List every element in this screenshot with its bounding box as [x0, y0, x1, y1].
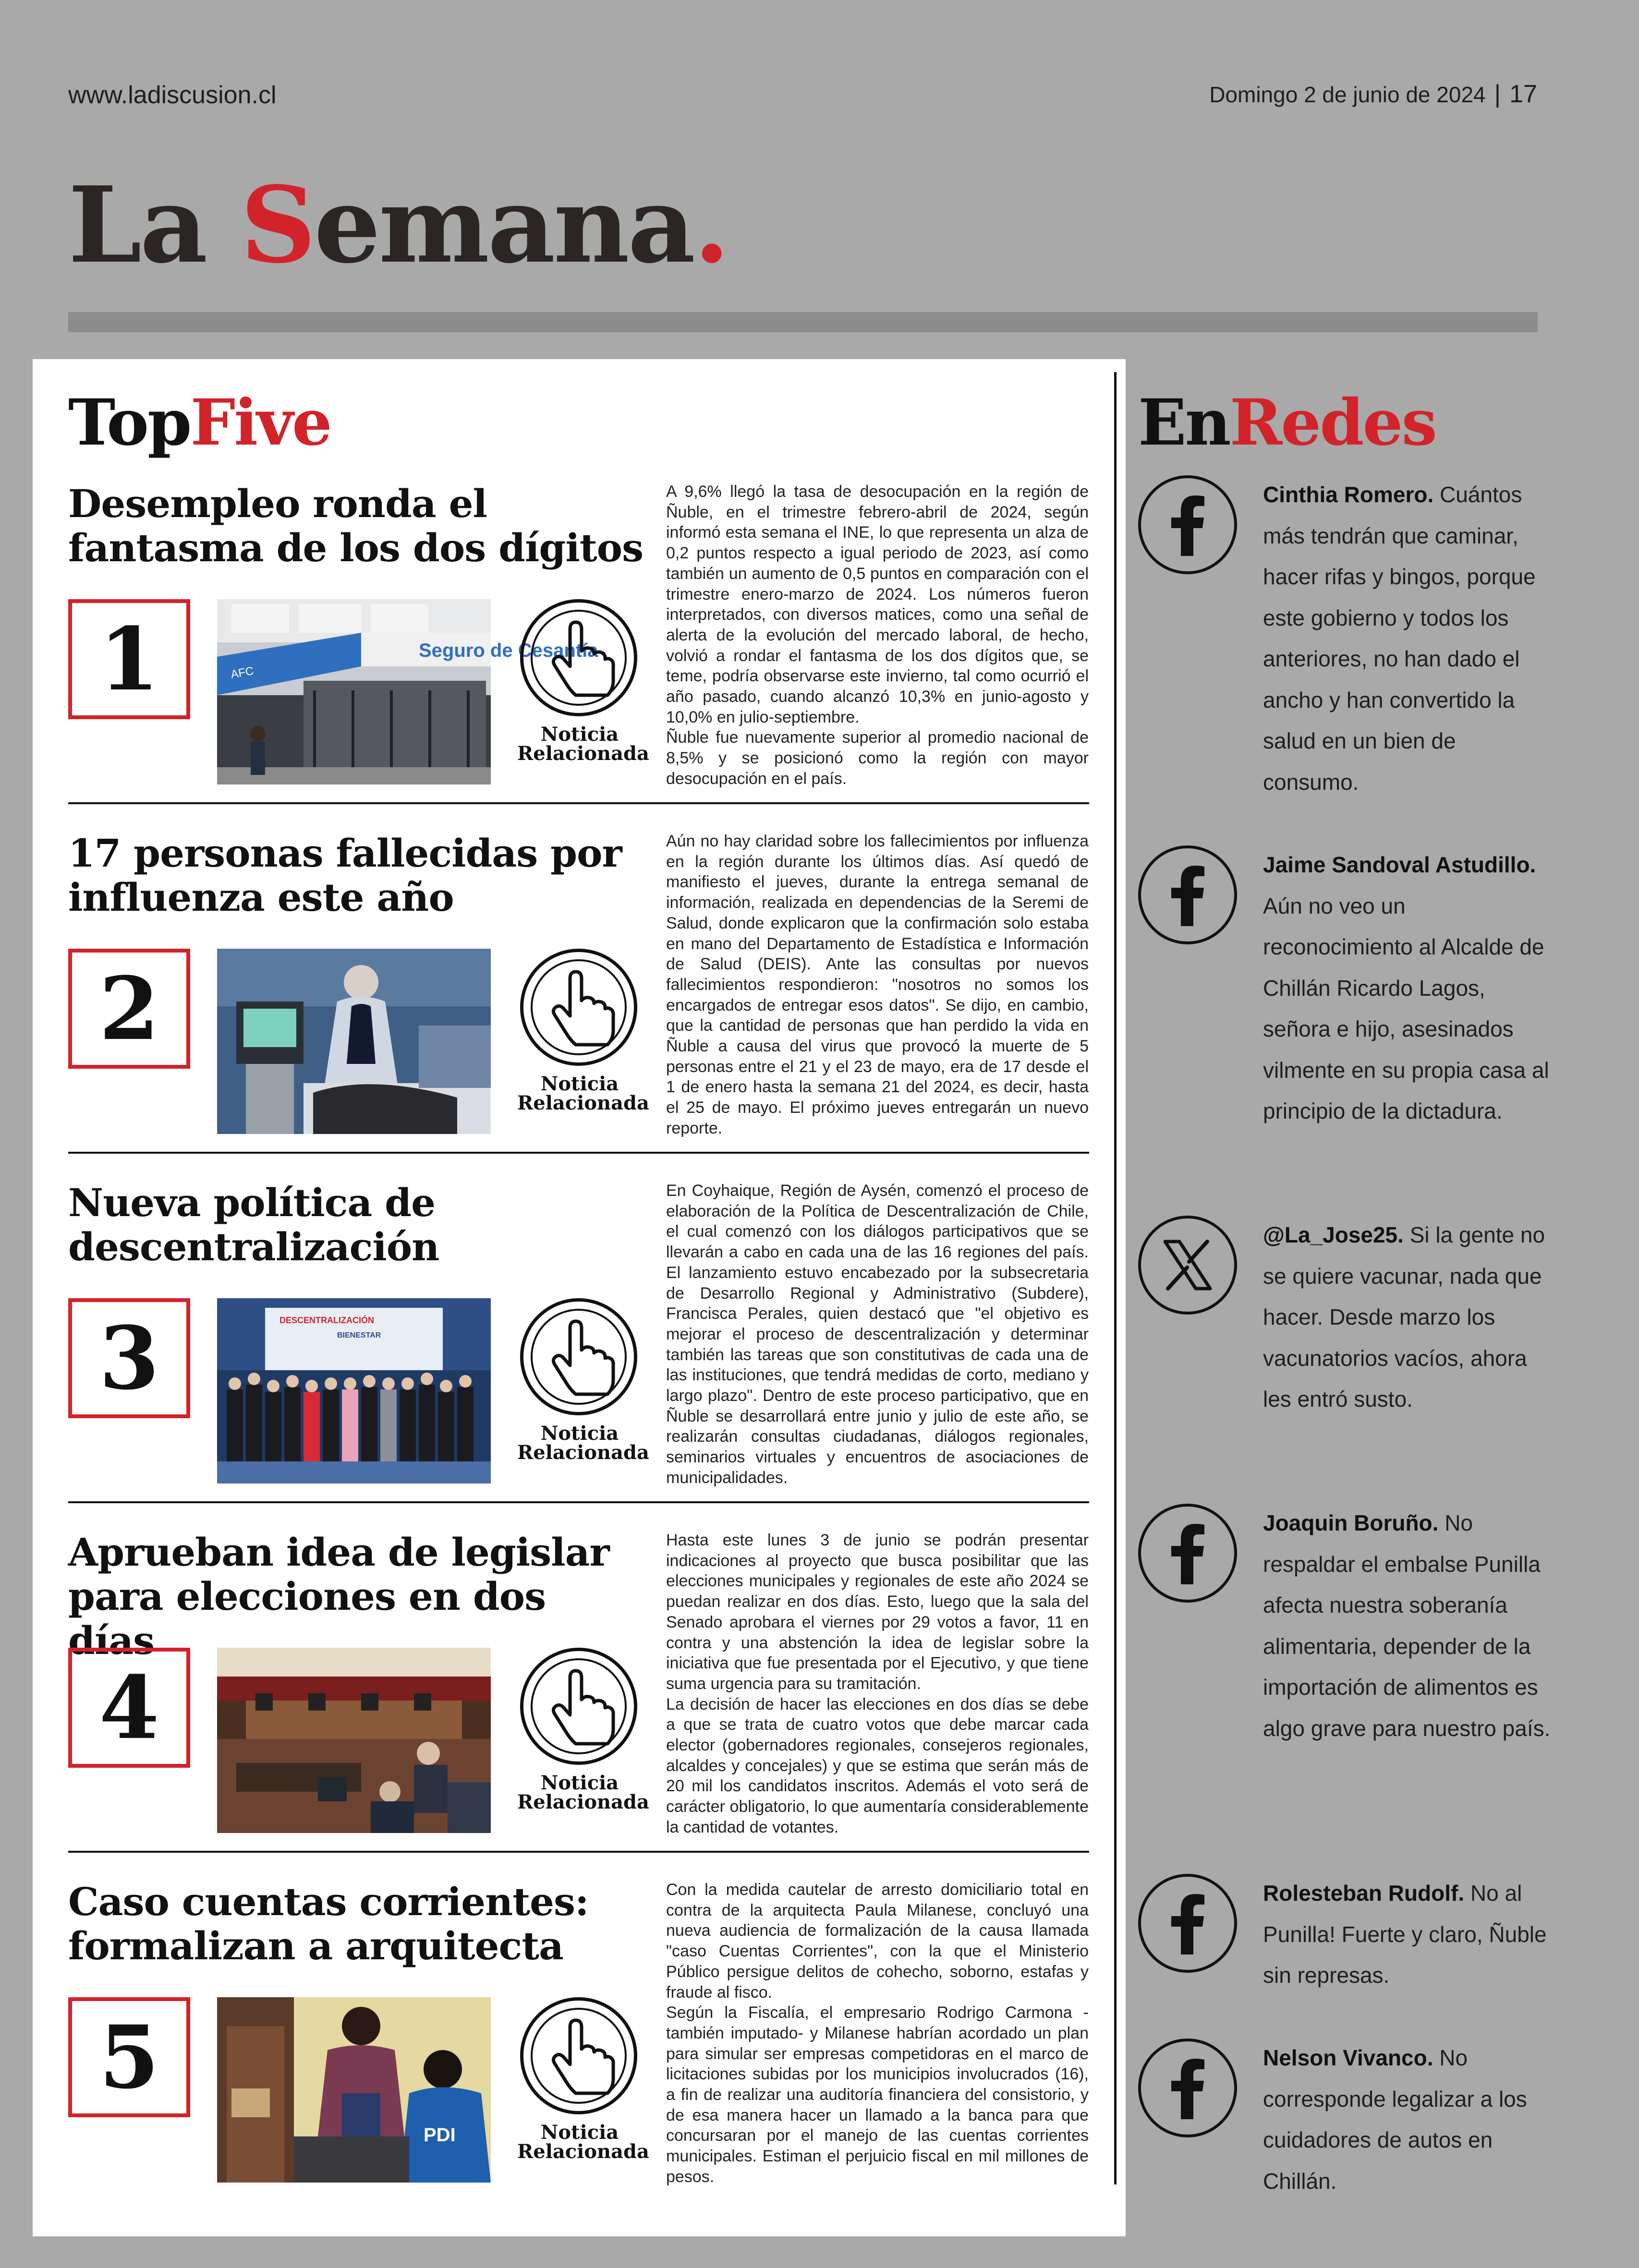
enredes-title-a: En [1138, 386, 1230, 460]
enredes-title-b: Redes [1229, 386, 1436, 460]
topfive-title [68, 386, 331, 460]
post-author: Joaquin Boruño. [1263, 1510, 1439, 1535]
section-masthead [68, 164, 728, 287]
facebook-icon[interactable] [1138, 845, 1237, 944]
rank-number: 3 [68, 1298, 190, 1418]
topfive-item-5 [68, 1880, 1089, 2229]
photo-sign-text: DESCENTRALIZACIÓN [279, 1315, 374, 1325]
item-body [666, 1181, 1089, 1488]
body-paragraph: En Coyhaique, Región de Aysén, comenzó el proceso de elaboración de la Política de Descentralización de Chile, el cual comenzó con los diálogos participativos que se llevarán a cabo en cada una de las 16 regiones del país. El lanzamiento estuvo encabezado por la subsecretaria de Desarrollo Regional y Administrativo (Subdere), Francisca Perales, quien destacó que "el objetivo es mejorar el proceso de descentralización y determinar también las tareas que son constitutivas de cada una de las instituciones, que tendrá medidas de corto, mediano y largo plazo". Dentro de este proceso participativo, que en Ñuble se desarrollará entre junio y julio de este año, se realizarán consultas ciudadanas, diálogos regionales, seminarios virtuales y encuentros de asociaciones de municipalidades. [666, 1182, 1089, 1487]
photo-logo-text: Seguro de Cesantía [419, 640, 598, 661]
topfive-item-1 [68, 482, 1089, 831]
post-author: Rolesteban Rudolf. [1263, 1881, 1465, 1906]
related-news-link[interactable] [517, 949, 649, 1141]
post-author: @La_Jose25. [1263, 1222, 1404, 1247]
body-paragraph: Ñuble fue nuevamente superior al promedio nacional de 8,5% y se posicionó como la región con mayor desocupación en el país. [666, 728, 1089, 788]
topfive-item-2 [68, 831, 1089, 1181]
news-photo[interactable] [217, 1997, 491, 2183]
facebook-icon[interactable] [1138, 475, 1237, 574]
post-message: Cuántos más tendrán que caminar, hacer rifas y bingos, porque este gobierno y todos los anteriores, no han dado el ancho y han convertido la salud en un bien de consumo. [1263, 482, 1536, 795]
masthead-divider [68, 312, 1538, 332]
related-label: Noticia Relacionada [517, 1422, 649, 1464]
body-paragraph: Con la medida cautelar de arresto domiciliario total en contra de la arquitecta Paula Milanese, concluyó una nueva audiencia de formalización de la causa llamada "caso Cuentas Corrientes", con la que el Ministerio Público persigue delitos de cohecho, soborno, estafas y fraude al fisco. [666, 1881, 1089, 2002]
item-headline[interactable]: Aprueban idea de legislar para elecciones en dos días [68, 1530, 609, 1663]
post-author: Nelson Vivanco. [1263, 2045, 1433, 2070]
item-headline[interactable]: Caso cuentas corrientes: formalizan a arquitecta [68, 1879, 589, 1968]
photo-sign-text: PDI [424, 2124, 456, 2146]
related-circle[interactable] [520, 1648, 637, 1765]
photo-sign-text: AFC [230, 664, 255, 681]
related-circle[interactable] [520, 1997, 637, 2114]
website-url[interactable]: www.ladiscusion.cl [68, 81, 277, 109]
topfive-title-b: Five [190, 386, 331, 460]
post-author: Jaime Sandoval Astudillo. [1263, 852, 1536, 877]
related-news-link[interactable] [517, 1648, 649, 1840]
post-text [1263, 1873, 1551, 1996]
photo-sign-subtext: BIENESTAR [337, 1331, 381, 1339]
enredes-title [1138, 386, 1436, 460]
facebook-icon[interactable] [1138, 2039, 1237, 2137]
facebook-icon[interactable] [1138, 1874, 1237, 1973]
rank-number: 4 [68, 1648, 190, 1768]
body-paragraph: Según la Fiscalía, el empresario Rodrigo Carmona -también imputado- y Milanese habrían acordado un plan para simular ser empresas competidoras en el marco de licitaciones subidas por los municipios involucrados (16), a fin de realizar una auditoría financiera del consistorio, y de esa manera hacer un llamado a la banca para que concursaran por el manejo de las cuentas corrientes municipales. Estiman el perjuicio fiscal en mil millones de pesos. [666, 2003, 1089, 2186]
item-divider [68, 1152, 1089, 1154]
post-text [1263, 2038, 1551, 2202]
body-paragraph: Aún no hay claridad sobre los fallecimientos por influenza en la región durante los últimos días. Así quedó de manifiesto el jueves, durante la entrega semanal de información, realizada en dependencias de la Seremi de Salud, donde explicaron que la confirmación solo estaba en mano del Departamento de Estadística e Información de Salud (DEIS). Ante las consultas por nuevos fallecimientos respondieron: "nosotros no somos los encargados de entregar esos datos". Se dijo, en cambio, que la cantidad de personas que han perdido la vida en Ñuble a causa del virus que provocó la muerte de 5 personas entre el 21 y el 23 de mayo, era de 17 desde el 1 de enero hasta la semana 21 del 2024, es decir, hasta el 25 de mayo. El próximo jueves entregarán un nuevo reporte. [666, 832, 1089, 1137]
pointing-hand-icon [545, 2017, 612, 2094]
related-news-link[interactable] [517, 599, 649, 791]
topfive-title-a: Top [68, 386, 191, 460]
related-label: Noticia Relacionada [517, 2121, 649, 2163]
x-icon[interactable] [1138, 1216, 1237, 1315]
issue-date: Domingo 2 de junio de 2024 [1209, 82, 1486, 107]
body-paragraph: A 9,6% llegó la tasa de desocupación en la región de Ñuble, en el trimestre febrero-abril de 2024, según informó esta semana el INE, lo que representa un alza de 0,2 puntos respecto a igual periodo de 2023, así como también un aumento de 0,5 puntos en comparación con el trimestre enero-marzo de 2024. Los números fueron interpretados, con diversos matices, como una señal de alerta de la evolución del mercado laboral, de hecho, volvió a rondar el fantasma de los dos dígitos que, se teme, podría observarse este invierno, tal como ocurrió el año pasado, cuando alcanzó 10,3% en junio-agosto y 10,0% en julio-septiembre. [666, 483, 1089, 726]
post-message: No al Punilla! Fuerte y claro, Ñuble sin represas. [1263, 1881, 1547, 1988]
post-text [1263, 474, 1551, 803]
pointing-hand-icon [545, 1318, 612, 1395]
post-text [1263, 1503, 1551, 1749]
body-paragraph: Hasta este lunes 3 de junio se podrán presentar indicaciones al proyecto que busca posibilitar que las elecciones municipales y regionales de este año 2024 se puedan realizar en dos días. Esto, luego que la sala del Senado aprobara el viernes por 29 votos a favor, 11 en contra y una abstención la idea de legislar sobre la iniciativa que fue presentada por el Ejecutivo, y que tiene suma urgencia para su tramitación. [666, 1531, 1089, 1693]
page-number: 17 [1509, 80, 1537, 108]
item-headline[interactable]: Nueva política de descentralización [68, 1180, 439, 1269]
post-message: No respaldar el embalse Punilla afecta nuestra soberanía alimentaria, depender de la importación de alimentos es algo grave para nuestro país. [1263, 1510, 1551, 1741]
related-news-link[interactable] [517, 1298, 649, 1490]
item-divider [68, 1851, 1089, 1853]
item-divider [68, 802, 1089, 804]
header-separator: | [1494, 80, 1501, 108]
column-divider [1114, 372, 1117, 2184]
rank-number: 2 [68, 949, 190, 1069]
rank-number: 1 [68, 599, 190, 719]
related-label: Noticia Relacionada [517, 723, 649, 765]
post-message: Si la gente no se quiere vacunar, nada que hacer. Desde marzo los vacunatorios vacíos, ahora les entró susto. [1263, 1222, 1545, 1411]
news-photo[interactable] [217, 1298, 491, 1484]
post-message: Aún no veo un reconocimiento al Alcalde de Chillán Ricardo Lagos, señora e hijo, asesinados vilmente en su propia casa al principio de la dictadura. [1263, 893, 1549, 1123]
pointing-hand-icon [545, 969, 612, 1046]
item-body [666, 1530, 1089, 1838]
post-message: No corresponde legalizar a los cuidadores de autos en Chillán. [1263, 2045, 1527, 2194]
page-header-right [1209, 80, 1537, 109]
item-divider [68, 1501, 1089, 1503]
related-label: Noticia Relacionada [517, 1073, 649, 1114]
masthead-dot: . [693, 164, 728, 287]
post-text [1263, 844, 1551, 1132]
related-circle[interactable] [520, 949, 637, 1066]
topfive-item-4 [68, 1530, 1089, 1880]
pointing-hand-icon [545, 1668, 612, 1745]
related-label: Noticia Relacionada [517, 1772, 649, 1813]
related-circle[interactable] [520, 1298, 637, 1415]
related-circle[interactable] [520, 599, 637, 716]
item-body [666, 831, 1089, 1139]
post-text [1263, 1215, 1551, 1420]
masthead-text-1: La [68, 164, 241, 287]
post-author: Cinthia Romero. [1263, 482, 1434, 507]
related-news-link[interactable] [517, 1997, 649, 2189]
body-paragraph: La decisión de hacer las elecciones en dos días se debe a que se trata de cuatro votos que debe marcar cada elector (gobernadores regionales, consejeros regionales, alcaldes y concejales) y que se estima que serán más de 20 mil los candidatos inscritos. Además el voto será de carácter obligatorio, lo que aumentaría considerablemente la cantidad de votantes. [666, 1695, 1089, 1836]
news-photo[interactable] [217, 1648, 491, 1833]
masthead-text-3: emana [314, 164, 694, 287]
pointing-hand-icon [545, 619, 612, 696]
item-headline[interactable]: Desempleo ronda el fantasma de los dos dígitos [68, 481, 643, 570]
topfive-item-3 [68, 1181, 1089, 1530]
item-body [666, 1880, 1089, 2187]
facebook-icon[interactable] [1138, 1504, 1237, 1603]
news-photo[interactable] [217, 949, 491, 1134]
item-body [666, 482, 1089, 789]
rank-number: 5 [68, 1997, 190, 2117]
item-headline[interactable]: 17 personas fallecidas por influenza este año [68, 831, 622, 920]
masthead-text-2: S [240, 164, 314, 287]
